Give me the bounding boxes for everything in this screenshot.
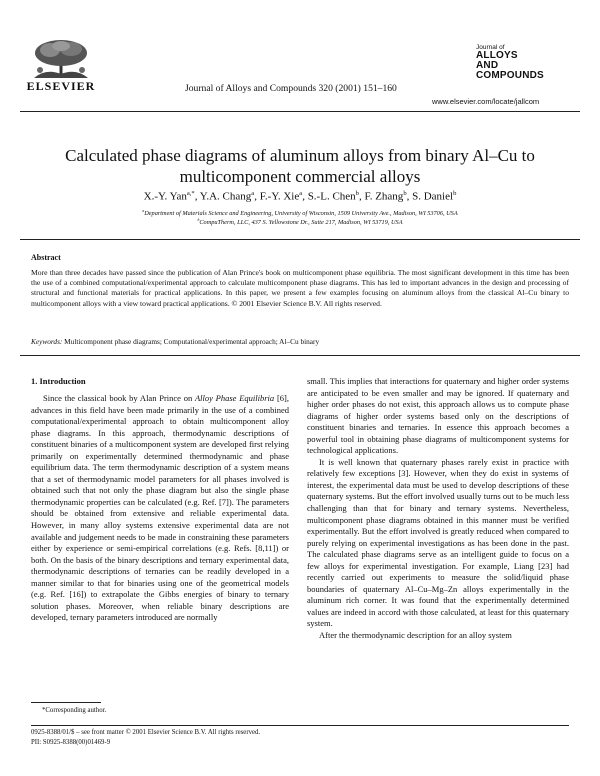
keywords-label: Keywords: [31,337,63,346]
footnote: *Corresponding author. [42,707,107,714]
title-line-2: multicomponent commercial alloys [179,167,421,186]
author-4: , S.-L. Chen [302,190,356,203]
affiliation-b [40,218,560,226]
author-1-affil: a,* [186,190,195,197]
author-2: , Y.A. Chang [194,190,252,203]
author-5-affil: b [403,190,407,197]
right-column [307,376,569,642]
author-1: X.-Y. Yan [143,190,187,203]
journal-logo-line1: ALLOYS [476,50,518,61]
paragraph: small. This implies that interactions for quaternary and higher order systems are anticipated to be even smaller and may be ignored. If quaternary and higher order phases do not exist, this approach allows us to compute phase diagrams of higher order systems based only on the descriptions of constituent binaries and ternaries. In essence this approach becomes a powerful tool in obtaining phase diagrams of multicomponent systems for technological applications. [307,376,569,456]
paragraph-text: Since the classical book by Alan Prince on [43,393,195,403]
title-line-1: Calculated phase diagrams of aluminum alloys from binary Al–Cu to [65,146,535,165]
affiliation-a [40,209,560,217]
book-title: Alloy Phase Equilibria [194,393,275,403]
header-rule [20,111,580,112]
paragraph-text: [6], advances in this field have been made primarily in the use of a combined computational/experimental approach to obtain multicomponent alloy phase diagrams. In this approach, thermodynamic descriptions of constituent binaries of a multicomponent system are developed first relying primarily on experimentally determined thermodynamic and phase equilibrium data. The term thermodynamic description of a system means that a set of thermodynamic model parameters for all phases involved is obtained such that not only the phase diagram but also the single phase thermodynamic properties can be calculated (e.g. Ref. [7]). The parameters should be obtained from extensive and reliable experimental data. However, in many alloy systems extensive experimental data are not available and judgement needs to be made in constraining these parameters either by experience or semi-empirical correlations (e.g. Refs. [8,11]) or both. On the basis of the binary descriptions and ternary experimental data, thermodynamic descriptions of ternaries can be readily developed in a manner similar to that for binaries using one of the geometrical models (e.g. Ref. [16]) to extrapolate the Gibbs energies of binary to ternary solution phases. Moreover, when reliable binary descriptions are developed, ternary parameters introduced are normally [31,393,289,623]
journal-logo-small: Journal of [476,44,505,51]
author-4-affil: b [355,190,359,197]
journal-citation: Journal of Alloys and Compounds 320 (2001) 151–160 [185,83,397,94]
author-5: , F. Zhang [358,190,404,203]
affiliation-b-mark: b [197,218,200,222]
journal-logo-line2: AND COMPOUNDS [476,60,544,81]
paragraph [31,393,289,624]
author-6: , S. Daniel [406,190,454,203]
left-column [31,393,289,624]
abstract-heading: Abstract [31,253,61,262]
paragraph: After the thermodynamic description for an alloy system [319,630,512,641]
abstract-top-rule [20,239,580,240]
author-3: , F.-Y. Xie [254,190,300,203]
keywords-text: Multicomponent phase diagrams; Computational/experimental approach; Al–Cu binary [62,337,320,346]
abstract-bottom-rule [20,355,580,356]
journal-url[interactable]: www.elsevier.com/locate/jallcom [432,97,540,106]
pii-line: PII: S0925-8388(00)01469-9 [31,739,111,746]
affiliation-a-text: Department of Materials Science and Engineering, University of Wisconsin, 1509 University Ave., Madison, WI 53706, USA [144,210,458,218]
keywords [31,337,569,346]
abstract-text: More than three decades have passed since the publication of Alan Prince's book on multicomponent phase equilibria. The most significant development in this time has been the use of a combined computational/experimental approach to calculate multicomponent phase diagrams. This has led to important advances in the design and processing of structural and functional materials for practical applications. In this paper, we present a few examples focusing on aluminum alloys from the classical Al–Cu binary to multicomponent alloys with a view toward practical applications. © 2001 Elsevier Science B.V. All rights reserved. [31,268,569,308]
author-6-affil: b [453,190,457,197]
affiliation-b-text: CompuTherm, LLC, 437 S. Yellowstone Dr., Suite 217, Madison, WI 53719, USA [199,219,403,227]
section-heading: 1. Introduction [31,376,86,386]
publisher-name: ELSEVIER [26,79,96,93]
author-3-affil: a [299,190,303,197]
paper-title [40,145,560,187]
author-2-affil: a [251,190,255,197]
paragraph: It is well known that quaternary phases rarely exist in practice with relatively few exceptions [3]. However, when they do exist in systems of interest, the experimental data must be used to develop descriptions of these quaternary systems. But the effort involved usually turns out to be much less challenging than that for binary and ternary systems. Nevertheless, multicomponent phase diagrams obtained in this manner must be verified experimentally. But the effort involved is greatly reduced when compared to purely relying on experimental investigations as has been done in the past. The calculated phase diagrams serve as an intelligent guide to focus on a few alloys for experimental investigation. For example, Liang [23] had recently carried out experiments to measure the solid/liquid phase boundaries of quaternary Al–Cu–Mg–Zn alloys experimentally in the aluminum rich corner. It was found that the experimentally determined values are indeed in accord with those calculated, at least for this quaternary system. [307,456,569,629]
copyright-line: 0925-8388/01/$ – see front matter © 2001 Elsevier Science B.V. All rights reserved. [31,729,261,736]
footnote-rule [31,702,101,703]
journal-logo [476,44,554,81]
footer-rule [31,725,569,726]
affiliation-a-mark: a [142,209,145,213]
author-list [40,190,560,203]
